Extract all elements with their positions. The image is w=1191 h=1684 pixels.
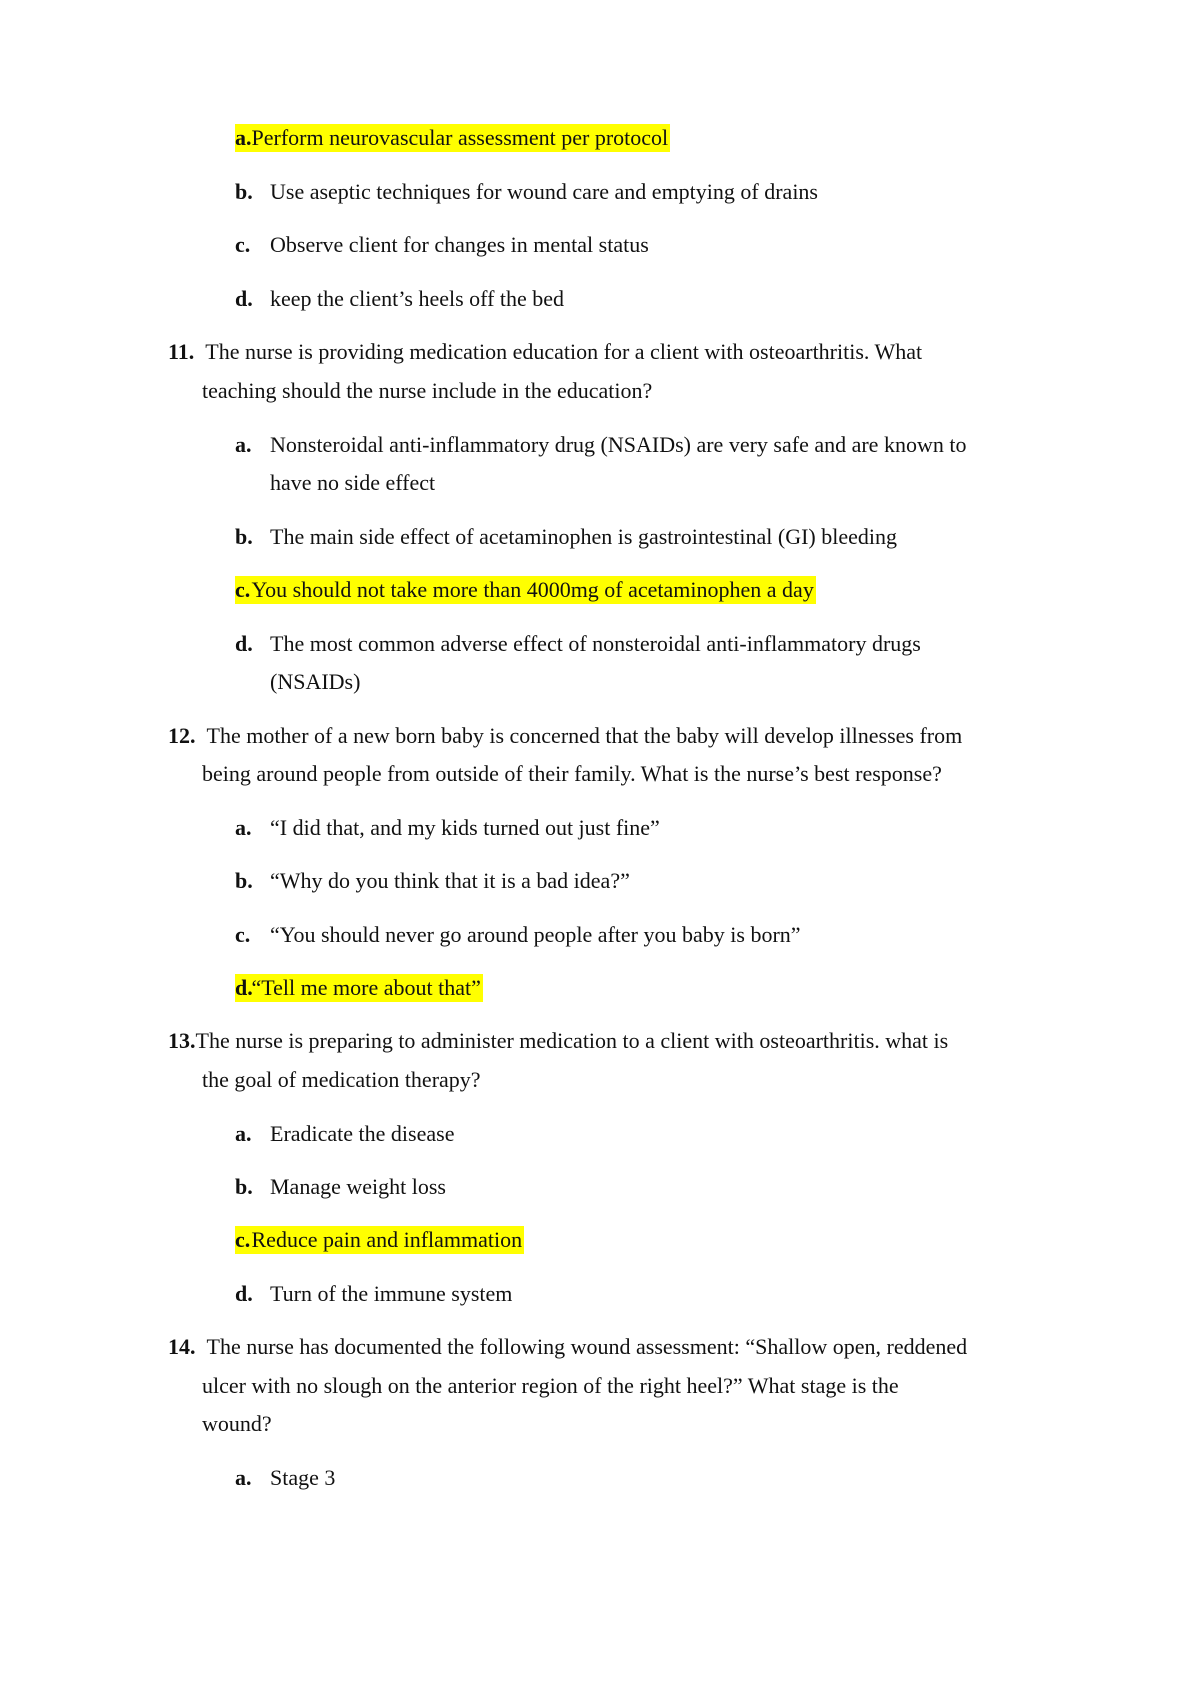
question-14-stem-line-1	[168, 1333, 967, 1361]
question-13-stem-line-2: the goal of medication therapy?	[202, 1067, 481, 1092]
option-label: b.	[235, 868, 253, 893]
question-14-stem-line-2: ulcer with no slough on the anterior region of the right heel?” What stage is the	[202, 1373, 899, 1398]
question-text: The nurse is providing medication education for a client with osteoarthritis. What	[205, 339, 923, 364]
question-number: 12.	[168, 723, 196, 748]
option-text: Manage weight loss	[270, 1174, 446, 1199]
question-13-stem-line-1	[168, 1027, 948, 1055]
option-text: Turn of the immune system	[270, 1281, 513, 1306]
option-label: d.	[235, 286, 253, 311]
question-text: The nurse has documented the following wound assessment: “Shallow open, reddened	[206, 1334, 968, 1359]
option-text: “You should never go around people after you baby is born”	[270, 922, 801, 947]
question-text: The nurse is preparing to administer medication to a client with osteoarthritis. what is	[195, 1028, 949, 1053]
question-11-stem-line-2: teaching should the nurse include in the education?	[202, 378, 653, 403]
question-12-stem-line-2: being around people from outside of their family. What is the nurse’s best response?	[202, 761, 942, 786]
option-text: “I did that, and my kids turned out just fine”	[270, 815, 660, 840]
option-label: d.	[235, 975, 253, 1000]
option-label: b.	[235, 179, 253, 204]
answer-highlight	[235, 124, 670, 152]
option-label: a.	[235, 1121, 252, 1146]
question-14-stem-line-3: wound?	[202, 1411, 272, 1436]
option-label: d.	[235, 631, 253, 656]
option-label: a.	[235, 125, 252, 150]
question-12-stem-line-1	[168, 722, 962, 750]
option-text: Use aseptic techniques for wound care and emptying of drains	[270, 179, 818, 204]
option-text: Nonsteroidal anti-inflammatory drug (NSAIDs) are very safe and are known to	[270, 432, 967, 457]
option-label: a.	[235, 432, 252, 457]
option-label: c.	[235, 922, 251, 947]
question-text: The mother of a new born baby is concerned that the baby will develop illnesses from	[206, 723, 963, 748]
option-label: c.	[235, 232, 251, 257]
answer-highlight	[235, 1226, 524, 1254]
option-label: b.	[235, 1174, 253, 1199]
option-text: keep the client’s heels off the bed	[270, 286, 565, 311]
option-text: You should not take more than 4000mg of acetaminophen a day	[251, 577, 814, 602]
option-text: The main side effect of acetaminophen is gastrointestinal (GI) bleeding	[270, 524, 897, 549]
answer-highlight	[235, 576, 816, 604]
option-label: a.	[235, 815, 252, 840]
option-text: The most common adverse effect of nonsteroidal anti-inflammatory drugs	[270, 631, 921, 656]
option-text: Reduce pain and inflammation	[251, 1227, 523, 1252]
option-label: c.	[235, 1227, 251, 1252]
option-label: a.	[235, 1465, 252, 1490]
option-text: Observe client for changes in mental status	[270, 232, 649, 257]
option-text: Stage 3	[270, 1465, 336, 1490]
question-number: 14.	[168, 1334, 196, 1359]
question-number: 13.	[168, 1028, 196, 1053]
option-label: d.	[235, 1281, 253, 1306]
question-11-stem-line-1	[168, 338, 922, 366]
option-11a-line-2: have no side effect	[270, 470, 436, 495]
option-label: c.	[235, 577, 251, 602]
option-11d-line-2: (NSAIDs)	[270, 669, 361, 694]
question-number: 11.	[168, 339, 195, 364]
answer-highlight	[235, 974, 483, 1002]
option-text: Perform neurovascular assessment per protocol	[251, 125, 669, 150]
option-label: b.	[235, 524, 253, 549]
option-text: “Tell me more about that”	[251, 975, 481, 1000]
option-text: Eradicate the disease	[270, 1121, 455, 1146]
option-text: “Why do you think that it is a bad idea?”	[270, 868, 630, 893]
